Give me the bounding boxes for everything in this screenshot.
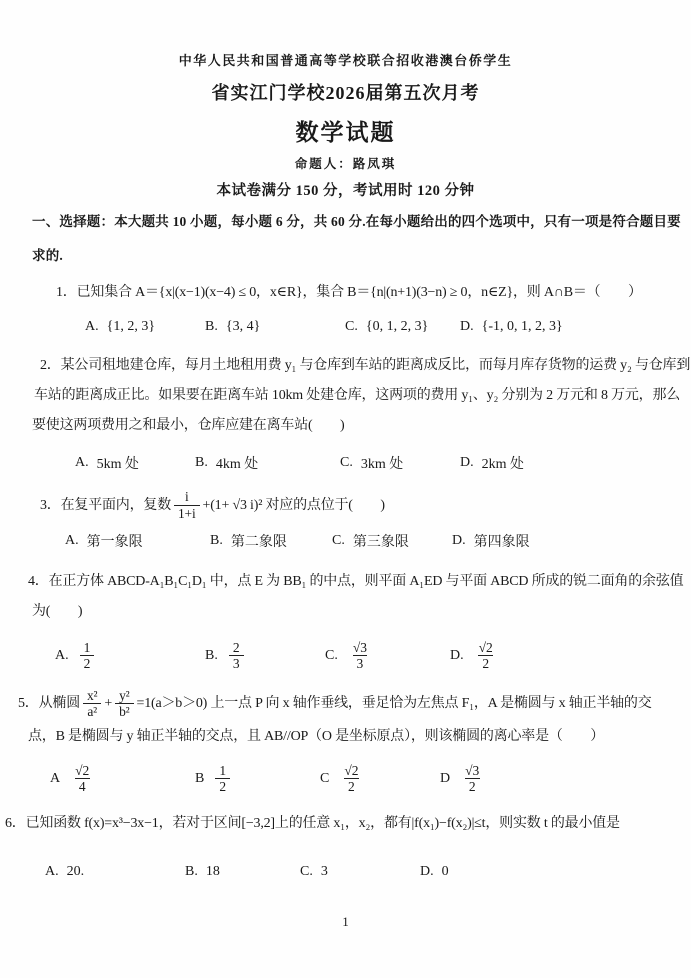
question-6-options	[45, 864, 659, 880]
question-2-options	[75, 453, 659, 473]
question-5	[18, 687, 659, 795]
question-2-option-d: D. 2km 处	[460, 455, 525, 473]
question-4-option-a: A. $\frac{1}{2}$	[55, 640, 205, 672]
question-1-option-d: D. {-1, 0, 1, 2, 3}	[460, 319, 563, 334]
question-2-option-a: A. 5km 处	[75, 455, 140, 473]
question-3-option-d: D. 第四象限	[452, 533, 530, 551]
question-2-option-b: B. 4km 处	[195, 455, 259, 473]
question-4-option-b: B. $\frac{2}{3}$	[205, 640, 325, 672]
page-number: 1	[342, 913, 349, 929]
question-3	[32, 489, 659, 551]
question-6-option-d: D. 0	[420, 863, 449, 879]
question-5-text-line2: 点，B 是椭圆与 y 轴正半轴的交点，且 AB//OP（O 是坐标原点），则该椭圆的离心率是（ ）	[28, 728, 605, 744]
question-3-option-c: C. 第三象限	[332, 533, 409, 551]
question-4-option-d: D. $\frac{√2}{2}$	[450, 639, 493, 672]
question-1-option-a: A. {1, 2, 3}	[85, 319, 156, 334]
question-4-text-line1: 4．在正方体 ABCD-A₁B₁C₁D₁ 中，点 E 为 BB₁ 的中点，则平面 A₁ED 与平面 ABCD 所成的锐二面角的余弦值	[28, 574, 684, 590]
question-6-option-b: B. 18	[185, 863, 220, 879]
section-instruction-line1: 一、选择题：本大题共 10 小题，每小题 6 分，共 60 分.在每小题给出的四个选项中，只有一项是符合题目要	[32, 214, 681, 229]
question-5-option-d: D $\frac{√3}{2}$	[440, 762, 480, 795]
section-instruction-line2: 求的.	[32, 248, 63, 263]
question-5-options	[50, 763, 659, 795]
question-3-option-b: B. 第二象限	[210, 533, 287, 551]
question-4-option-c: C. $\frac{√3}{3}$	[325, 639, 368, 672]
question-1-text: 1．已知集合 A＝{x|(x−1)(x−4) ≤ 0，x∈R}，集合 B＝{n|(n+1)(3−n) ≥ 0，n∈Z}，则 A∩B＝（ ）	[56, 285, 642, 300]
question-3-options	[65, 531, 659, 551]
question-5-option-c: C $\frac{√2}{2}$	[320, 762, 359, 795]
question-1-option-c: C. {0, 1, 2, 3}	[345, 319, 429, 334]
question-5-option-a: A $\frac{√2}{4}$	[50, 762, 90, 795]
exam-info: 本试卷满分 150 分，考试用时 120 分钟	[216, 183, 475, 199]
question-2-text-line3: 要使这两项费用之和最小，仓库应建在离车站( )	[32, 418, 345, 434]
question-1-option-b: B. {3, 4}	[205, 319, 261, 334]
question-5-option-b: B $\frac{1}{2}$	[195, 763, 320, 795]
question-2	[32, 351, 691, 473]
question-4-text-line2: 为( )	[32, 604, 83, 620]
question-3-text: 3．在复平面内，复数 $\frac{i}{1+i}$ +(1+ √3 i)² 对应的点位于( )	[40, 489, 385, 521]
question-3-option-a: A. 第一象限	[65, 533, 143, 551]
question-2-text-line1: 2．某公司租地建仓库，每月土地租用费 y₁ 与仓库到车站的距离成反比，而每月库存货物的运费 y₂ 与仓库到	[40, 358, 691, 373]
question-2-text-line2: 车站的距离成正比。如果要在距离车站 10km 处建仓库，这两项的费用 y₁、y₂ 分别为 2 万元和 8 万元，那么	[34, 388, 681, 404]
question-6-option-c: C. 3	[300, 863, 328, 879]
header-exam-name: 省实江门学校2026届第五次月考	[211, 83, 480, 103]
question-5-fraction-x: $\frac{\text{x²}}{\text{a²}}$	[83, 688, 101, 720]
author-line: 命题人：路凤琪	[294, 157, 397, 171]
section-instruction	[32, 210, 681, 264]
question-4	[28, 567, 684, 672]
question-6-option-a: A. 20.	[45, 863, 85, 879]
question-3-fraction: $\frac{i}{1+i}$	[174, 489, 200, 521]
question-1	[32, 282, 659, 335]
question-6-text: 6．已知函数 f(x)=x³−3x−1，若对于区间[−3,2]上的任意 x₁，x₂，都有|f(x₁)−f(x₂)|≤t，则实数 t 的最小值是	[5, 815, 620, 831]
header-organization: 中华人民共和国普通高等学校联合招收港澳台侨学生	[178, 53, 513, 68]
subject-title: 数学试题	[295, 120, 396, 145]
question-2-option-c: C. 3km 处	[340, 455, 404, 473]
question-4-options	[55, 640, 659, 672]
question-6	[5, 813, 659, 880]
question-1-options	[85, 319, 659, 335]
question-5-fraction-y: $\frac{\text{y²}}{\text{b²}}$	[115, 688, 133, 720]
question-5-text-line1: 5．从椭圆 $\frac{\text{x²}}{\text{a²}}$ + $\frac{\text{y²}}{\text{b²}}$ =1(a＞b＞0) 上一点 P 向 x 轴作垂线，垂足恰为左焦点 F₁，A 是椭圆与 x 轴正半轴的交	[18, 687, 652, 720]
